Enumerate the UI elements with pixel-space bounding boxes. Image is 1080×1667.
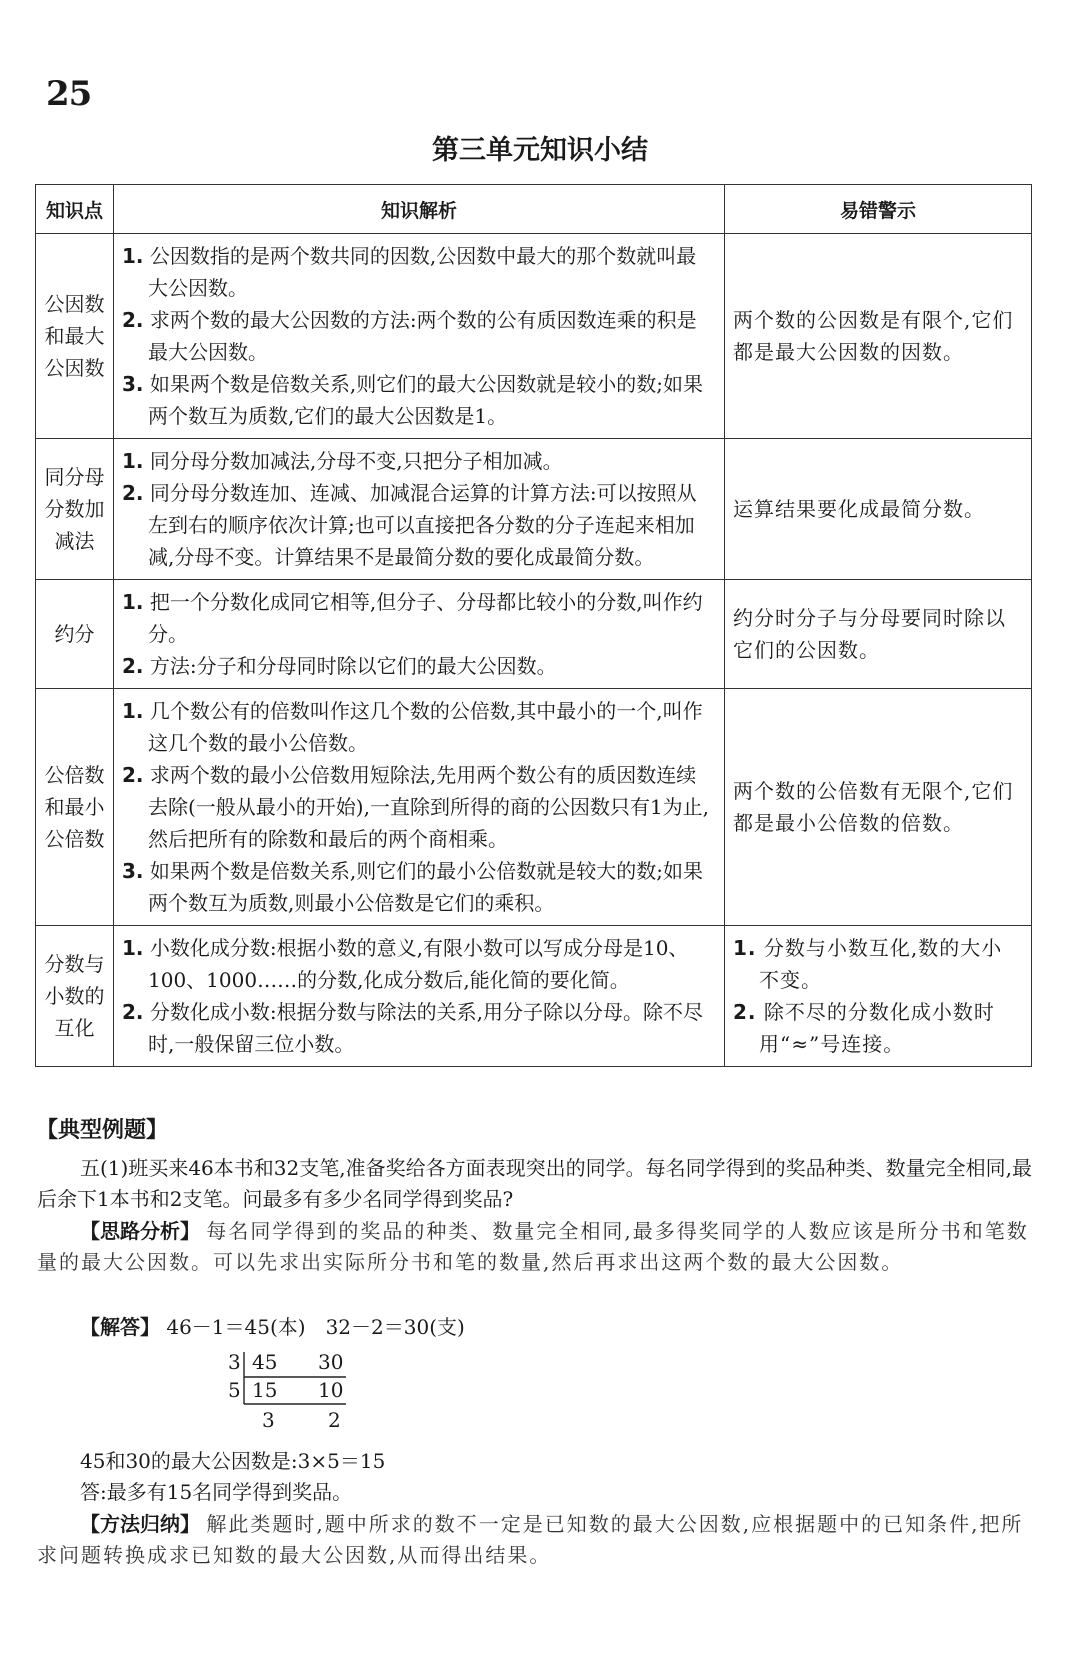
warning-text: 运算结果要化成最简分数。 [733, 497, 985, 521]
method-text: 解此类题时,题中所求的数不一定是已知数的最大公因数,应根据题中的已知条件,把所求问题转换成求已知数的最大公因数,从而得出结果。 [37, 1512, 1024, 1567]
item-text: 分数化成小数:根据分数与除法的关系,用分子除以分母。除不尽时,一般保留三位小数。 [148, 1000, 703, 1056]
analysis-item [122, 304, 716, 368]
analysis-item [122, 445, 716, 477]
item-number: 1. [122, 590, 144, 614]
divisor-1: 3 [228, 1350, 241, 1374]
warning-text: 两个数的公倍数有无限个,它们都是最小公倍数的倍数。 [733, 779, 1014, 835]
warning-text: 分数与小数互化,数的大小不变。 [759, 936, 1003, 992]
dividend-b-2: 10 [318, 1378, 344, 1402]
item-text: 把一个分数化成同它相等,但分子、分母都比较小的分数,叫作约分。 [148, 590, 703, 646]
topic-line: 公因数 [44, 292, 105, 316]
method-paragraph [37, 1509, 1032, 1571]
topic-cell [36, 689, 114, 926]
topic-line: 和最大 [44, 324, 105, 348]
analysis-item [122, 932, 716, 996]
gcd-line: 45和30的最大公因数是:3×5＝15 [80, 1449, 386, 1473]
divisor-2: 5 [228, 1378, 241, 1402]
analysis-item [122, 695, 716, 759]
analysis-cell [114, 926, 725, 1067]
short-division-lines [228, 1350, 368, 1440]
answer-tag: 【解答】 [80, 1315, 160, 1339]
header-warning: 易错警示 [725, 185, 1032, 234]
analysis-item [122, 855, 716, 919]
analysis-item [122, 650, 716, 682]
item-number: 2. [122, 1000, 144, 1024]
page-number: 25 [46, 74, 92, 114]
warning-cell [725, 926, 1032, 1067]
topic-cell [36, 926, 114, 1067]
analysis-text: 每名同学得到的奖品的种类、数量完全相同,最多得奖同学的人数应该是所分书和笔数量的最大公因数。可以先求出实际所分书和笔的数量,然后再求出这两个数的最大公因数。 [37, 1219, 1029, 1274]
analysis-tag: 【思路分析】 [80, 1219, 200, 1243]
item-number: 1. [122, 699, 144, 723]
item-number: 3. [122, 372, 144, 396]
page-title: 第三单元知识小结 [432, 135, 648, 166]
answer-line: 46－1＝45(本) 32－2＝30(支) [166, 1315, 465, 1339]
item-text: 同分母分数加减法,分母不变,只把分子相加减。 [149, 449, 563, 473]
warning-number: 2. [733, 1000, 757, 1024]
item-number: 3. [122, 859, 144, 883]
topic-cell [36, 234, 114, 439]
warning-cell [725, 689, 1032, 926]
topic-line: 分数与 [44, 952, 105, 976]
item-text: 求两个数的最小公倍数用短除法,先用两个数公有的质因数连续去除(一般从最小的开始),一直除到所得的商的公因数只有1为止,然后把所有的除数和最后的两个商相乘。 [148, 763, 710, 851]
warning-item [733, 602, 1023, 666]
table-row [36, 689, 1032, 926]
analysis-item [122, 996, 716, 1060]
topic-line: 互化 [54, 1016, 95, 1040]
warning-item [733, 996, 1023, 1060]
analysis-item [122, 759, 716, 855]
warning-text: 除不尽的分数化成小数时用“≈”号连接。 [759, 1000, 995, 1056]
section-title-examples: 【典型例题】 [36, 1118, 169, 1143]
item-number: 2. [122, 763, 144, 787]
item-number: 1. [122, 936, 144, 960]
warning-number: 1. [733, 936, 757, 960]
item-number: 2. [122, 654, 144, 678]
item-text: 如果两个数是倍数关系,则它们的最大公因数就是较小的数;如果两个数互为质数,它们的最大公因数是1。 [148, 372, 703, 428]
dividend-a-1: 45 [252, 1350, 278, 1374]
analysis-cell [114, 234, 725, 439]
problem-text: 五(1)班买来46本书和32支笔,准备奖给各方面表现突出的同学。每名同学得到的奖品种类、数量完全相同,最后余下1本书和2支笔。问最多有多少名同学得到奖品? [37, 1156, 1032, 1211]
item-number: 1. [122, 449, 144, 473]
analysis-item [122, 477, 716, 573]
topic-cell [36, 580, 114, 689]
topic-line: 公因数 [44, 356, 105, 380]
table-row [36, 439, 1032, 580]
quotient-b: 2 [328, 1408, 341, 1432]
dividend-a-2: 15 [252, 1378, 278, 1402]
analysis-item [122, 240, 716, 304]
analysis-cell [114, 580, 725, 689]
table-row [36, 926, 1032, 1067]
analysis-item [122, 586, 716, 650]
warning-item [733, 932, 1023, 996]
topic-line: 同分母 [44, 465, 105, 489]
item-text: 同分母分数连加、连减、加减混合运算的计算方法:可以按照从左到右的顺序依次计算;也可以直接把各分数的分子连起来相加减,分母不变。计算结果不是最简分数的要化成最简分数。 [148, 481, 697, 569]
warning-item [733, 304, 1023, 368]
table-row [36, 580, 1032, 689]
item-text: 几个数公有的倍数叫作这几个数的公倍数,其中最小的一个,叫作这几个数的最小公倍数。 [148, 699, 703, 755]
topic-cell [36, 439, 114, 580]
warning-cell [725, 234, 1032, 439]
header-topic: 知识点 [36, 185, 114, 234]
item-number: 2. [122, 308, 144, 332]
topic-line: 公倍数 [44, 827, 105, 851]
knowledge-summary-table [35, 184, 1032, 1067]
warning-text: 约分时分子与分母要同时除以它们的公因数。 [733, 606, 1006, 662]
topic-line: 约分 [54, 622, 95, 646]
table-header-row [36, 185, 1032, 234]
final-answer: 答:最多有15名同学得到奖品。 [80, 1480, 353, 1504]
item-number: 2. [122, 481, 144, 505]
quotient-a: 3 [262, 1408, 275, 1432]
table-row [36, 234, 1032, 439]
answer-paragraph [37, 1312, 1032, 1343]
topic-line: 减法 [54, 529, 95, 553]
topic-line: 公倍数 [44, 763, 105, 787]
header-analysis: 知识解析 [114, 185, 725, 234]
warning-item [733, 493, 1023, 525]
analysis-item [122, 368, 716, 432]
topic-line: 分数加 [44, 497, 105, 521]
item-number: 1. [122, 244, 144, 268]
method-tag: 【方法归纳】 [80, 1512, 200, 1536]
analysis-cell [114, 689, 725, 926]
topic-line: 和最小 [44, 795, 105, 819]
item-text: 方法:分子和分母同时除以它们的最大公因数。 [149, 654, 557, 678]
warning-item [733, 775, 1023, 839]
item-text: 公因数指的是两个数共同的因数,公因数中最大的那个数就叫最大公因数。 [148, 244, 697, 300]
dividend-b-1: 30 [318, 1350, 344, 1374]
analysis-paragraph [37, 1216, 1032, 1278]
analysis-cell [114, 439, 725, 580]
item-text: 求两个数的最大公因数的方法:两个数的公有质因数连乘的积是最大公因数。 [148, 308, 697, 364]
warning-text: 两个数的公因数是有限个,它们都是最大公因数的因数。 [733, 308, 1014, 364]
warning-cell [725, 580, 1032, 689]
topic-line: 小数的 [44, 984, 105, 1008]
item-text: 如果两个数是倍数关系,则它们的最小公倍数就是较大的数;如果两个数互为质数,则最小公倍数是它们的乘积。 [148, 859, 703, 915]
item-text: 小数化成分数:根据小数的意义,有限小数可以写成分母是10、100、1000……的分数,化成分数后,能化简的要化简。 [148, 936, 689, 992]
warning-cell [725, 439, 1032, 580]
short-division [228, 1350, 368, 1440]
